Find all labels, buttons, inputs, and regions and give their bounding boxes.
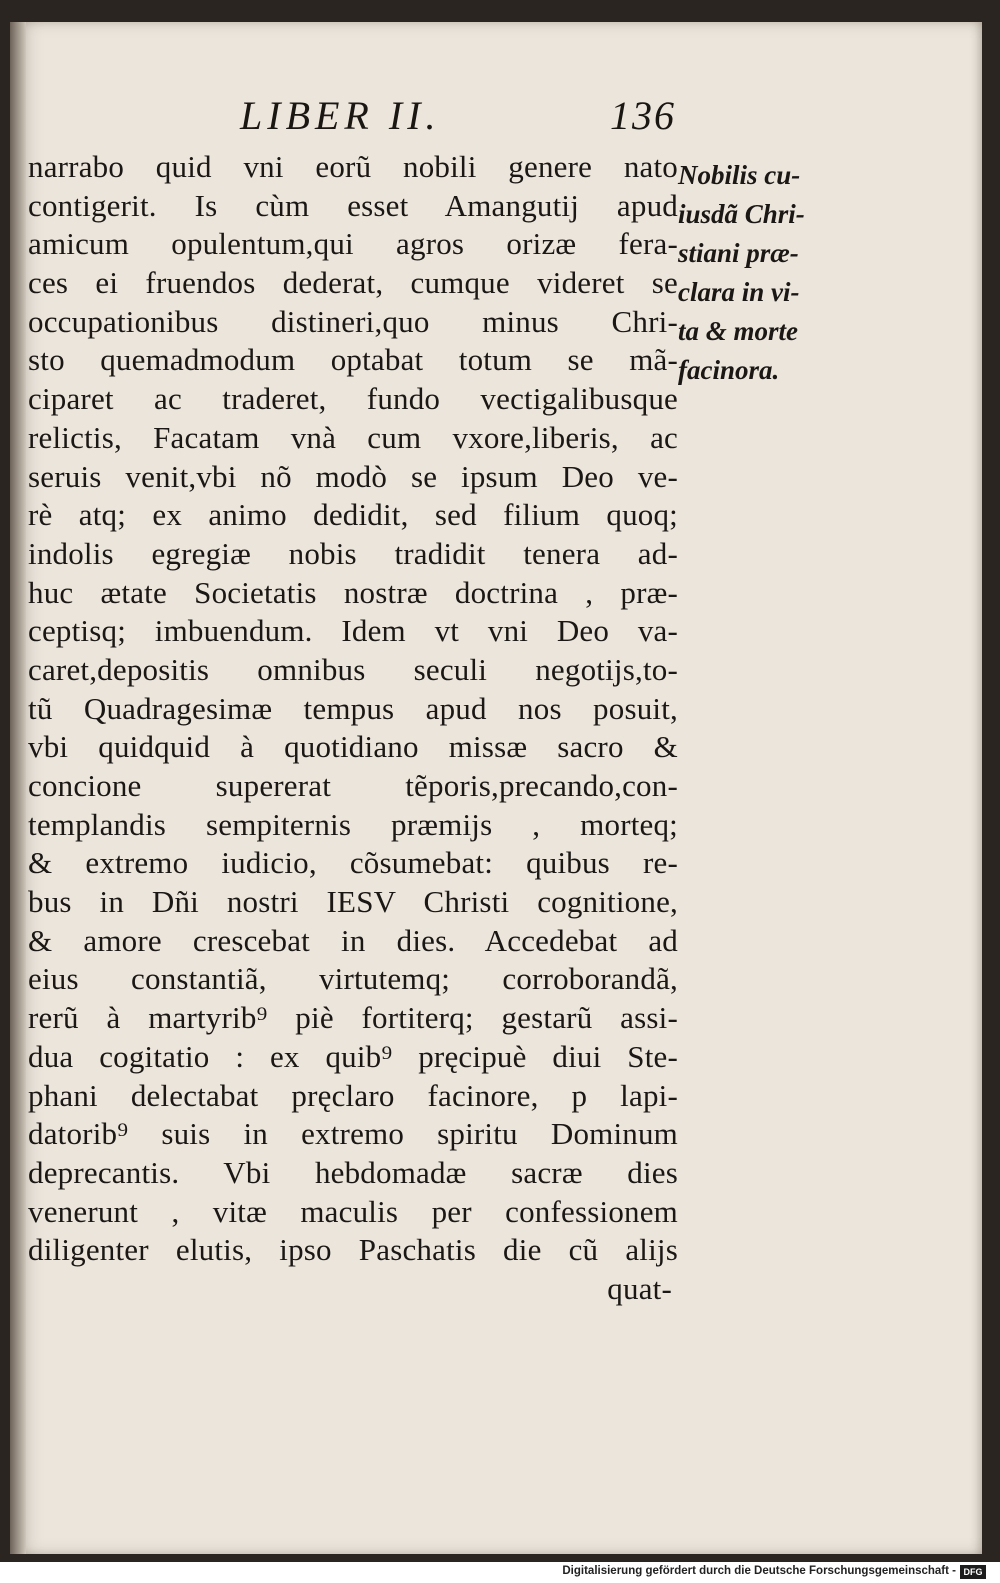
text-line: tũ Quadragesimæ tempus apud nos posuit, <box>28 690 678 726</box>
margin-note-line: stiani præ- <box>678 238 799 268</box>
text-line: venerunt , vitæ maculis per confessionem <box>28 1193 678 1229</box>
text-line: sto quemadmodum optabat totum se mã- <box>28 342 678 378</box>
text-line: ciparet ac traderet, fundo vectigalibusque <box>28 381 678 417</box>
footer-credit: Digitalisierung gefördert durch die Deutsche Forschungsgemeinschaft - <box>562 1565 956 1577</box>
text-line: ceptisq; imbuendum. Idem vt vni Deo va- <box>28 613 678 649</box>
body-text <box>28 148 678 1309</box>
text-line: concione supererat tẽporis,precando,con- <box>28 768 678 803</box>
margin-note-line: ta & morte <box>678 316 798 346</box>
page-number: 136 <box>610 93 676 138</box>
text-line: narrabo quid vni eorũ nobili genere nato <box>28 149 678 184</box>
text-line: diligenter elutis, ipso Paschatis die cũ alijs <box>28 1232 678 1268</box>
text-line: amicum opulentum,qui agros orizæ fera- <box>28 226 678 262</box>
margin-note <box>678 156 838 390</box>
text-line: bus in Dñi nostri IESV Christi cognitione, <box>28 884 678 920</box>
book-page <box>10 22 982 1554</box>
margin-note-line: Nobilis cu- <box>678 160 801 190</box>
text-line: deprecantis. Vbi hebdomadæ sacræ dies <box>28 1154 678 1190</box>
text-line: rè atq; ex animo dedidit, sed filium quoq; <box>28 497 678 533</box>
text-line: quat- <box>607 1270 672 1306</box>
running-title: LIBER II. <box>240 93 441 138</box>
text-line: rerũ à martyrib⁹ piè fortiterq; gestarũ assi- <box>28 1000 678 1036</box>
text-line: vbi quidquid à quotidiano missæ sacro & <box>28 729 678 765</box>
margin-note-line: iusdã Chri- <box>678 199 805 229</box>
text-line: occupationibus distineri,quo minus Chri- <box>28 303 678 339</box>
footer-strip <box>0 1562 1000 1583</box>
text-line: huc ætate Societatis nostræ doctrina , præ- <box>28 574 678 610</box>
margin-note-line: facinora. <box>678 355 780 385</box>
text-line: & extremo iudicio, cõsumebat: quibus re- <box>28 845 678 881</box>
margin-note-line: clara in vi- <box>678 277 800 307</box>
text-line: dua cogitatio : ex quib⁹ pręcipuè diui Ste- <box>28 1038 678 1074</box>
text-line: ces ei fruendos dederat, cumque videret se <box>28 265 678 301</box>
dfg-logo: DFG <box>960 1565 986 1579</box>
text-line: phani delectabat pręclaro facinore, p lapi- <box>28 1077 678 1113</box>
text-line: datorib⁹ suis in extremo spiritu Dominum <box>28 1116 678 1152</box>
text-line: contigerit. Is cùm esset Amangutij apud <box>28 187 678 223</box>
page-gutter <box>10 22 26 1554</box>
text-line: indolis egregiæ nobis tradidit tenera ad- <box>28 535 678 571</box>
text-line: relictis, Facatam vnà cum vxore,liberis, ac <box>28 419 678 455</box>
text-line: caret,depositis omnibus seculi negotijs,to- <box>28 651 678 687</box>
text-line: & amore crescebat in dies. Accedebat ad <box>28 922 678 958</box>
text-line: templandis sempiternis præmijs , morteq; <box>28 806 678 842</box>
text-line: eius constantiã, virtutemq; corroborandã, <box>28 961 678 997</box>
text-line: seruis venit,vbi nõ modò se ipsum Deo ve- <box>28 458 678 494</box>
